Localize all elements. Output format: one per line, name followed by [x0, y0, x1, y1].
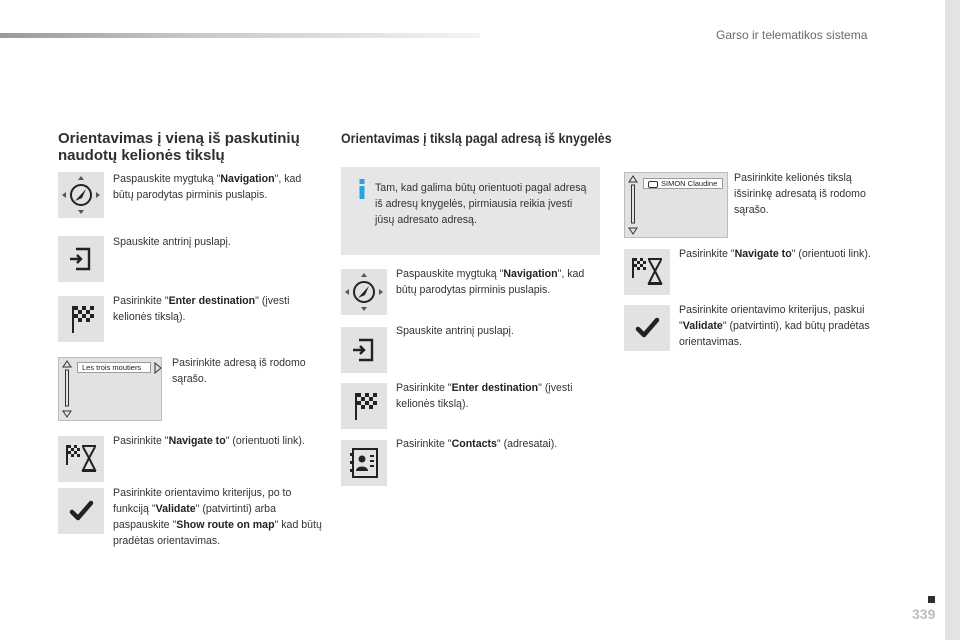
page-marker — [928, 596, 935, 603]
checkmark-icon — [624, 305, 670, 351]
checkmark-icon — [58, 488, 104, 534]
middle-step2-text: Spauskite antrinį puslapį. — [396, 325, 514, 337]
left-title-line1: Orientavimas į vieną iš paskutinių — [58, 130, 300, 147]
contacts-icon — [341, 440, 387, 486]
middle-section-title: Orientavimas į tikslą pagal adresą iš knygelės — [341, 131, 612, 146]
navigation-dial-icon — [341, 269, 387, 315]
left-step4-text: Pasirinkite adresą iš rodomo sąrašo. — [172, 357, 306, 385]
address-list-item: Les trois moutiers — [77, 362, 151, 373]
left-step5-text: Pasirinkite "Navigate to" (orientuoti link). — [113, 435, 305, 447]
right-step1-text: Pasirinkite kelionės tikslą išsirinkę adresatą iš rodomo sąrašo. — [734, 172, 866, 216]
left-step3-text: Pasirinkite "Enter destination" (įvesti kelionės tikslą). — [113, 295, 290, 323]
info-icon — [352, 178, 372, 200]
left-step2-text: Spauskite antrinį puslapį. — [113, 236, 231, 248]
contact-list-screen — [624, 172, 728, 238]
header-rule — [0, 33, 480, 38]
left-section-title — [58, 130, 300, 164]
navigate-to-flag-icon — [58, 436, 104, 482]
info-text: Tam, kad galima būtų orientuoti pagal adresą iš adresų knygelės, pirmiausia reikia įvesti jūsų adresato adresą. — [375, 182, 587, 226]
address-list-screen — [58, 357, 162, 421]
right-step3-text: Pasirinkite orientavimo kriterijus, paskui "Validate" (patvirtinti), kad būtų pradėtas orientavimas. — [679, 304, 870, 348]
secondary-page-icon — [341, 327, 387, 373]
secondary-page-icon — [58, 236, 104, 282]
left-title-line2: naudotų kelionės tikslų — [58, 147, 225, 164]
left-step6-text: Pasirinkite orientavimo kriterijus, po to funkciją "Validate" (patvirtinti) arba paspauskite "Show route on map" kad būtų pradėtas orientavimas. — [113, 487, 322, 547]
section-header-title: Garso ir telematikos sistema — [716, 28, 868, 42]
right-step2-text: Pasirinkite "Navigate to" (orientuoti link). — [679, 248, 871, 260]
checkered-flag-icon — [58, 296, 104, 342]
middle-step3-text: Pasirinkite "Enter destination" (įvesti kelionės tikslą). — [396, 382, 573, 410]
checkered-flag-icon — [341, 383, 387, 429]
middle-step1-text: Paspauskite mygtuką "Navigation", kad būtų parodytas pirminis puslapis. — [396, 268, 585, 296]
middle-step4-text: Pasirinkite "Contacts" (adresatai). — [396, 438, 558, 450]
contact-list-item: SIMON Claudine — [643, 178, 723, 189]
navigation-dial-icon — [58, 172, 104, 218]
contact-card-icon — [648, 181, 658, 188]
navigate-to-flag-icon — [624, 249, 670, 295]
left-step1-text: Paspauskite mygtuką "Navigation", kad būtų parodytas pirminis puslapis. — [113, 173, 302, 201]
page-edge-strip — [945, 0, 960, 640]
page-number: 339 — [912, 606, 936, 622]
